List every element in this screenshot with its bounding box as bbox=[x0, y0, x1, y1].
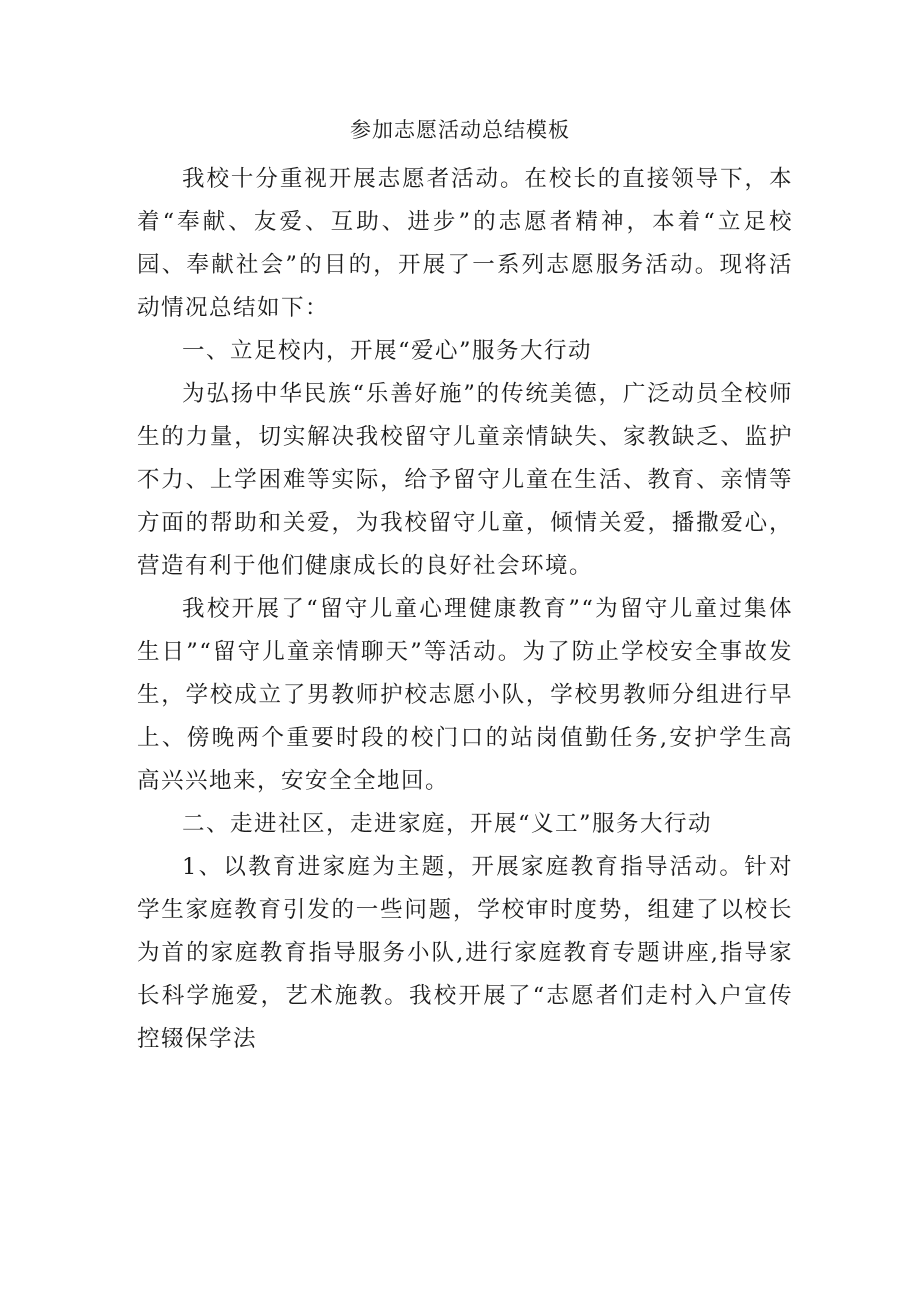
paragraph-intro: 我校十分重视开展志愿者活动。在校长的直接领导下，本着“奉献、友爱、互助、进步”的志愿者精神，本着“立足校园、奉献社会”的目的，开展了一系列志愿服务活动。现将活动情况总结如下： bbox=[137, 166, 793, 321]
document-title: 参加志愿活动总结模板 bbox=[350, 118, 570, 142]
document-body bbox=[137, 158, 793, 1061]
paragraph-care: 为弘扬中华民族“乐善好施”的传统美德，广泛动员全校师生的力量，切实解决我校留守儿童亲情缺失、家教缺乏、监护不力、上学困难等实际，给予留守儿童在生活、教育、亲情等方面的帮助和关爱，为我校留守儿童，倾情关爱，播撒爱心，营造有利于他们健康成长的良好社会环境。 bbox=[137, 381, 793, 579]
section-heading-1: 一、立足校内，开展“爱心”服务大行动 bbox=[182, 338, 593, 364]
paragraph-family-education: 1、以教育进家庭为主题，开展家庭教育指导活动。针对学生家庭教育引发的一些问题，学校审时度势，组建了以校长为首的家庭教育指导服务小队,进行家庭教育专题讲座,指导家长科学施爱，艺术施教。我校开展了“志愿者们走村入户宣传控辍保学法 bbox=[137, 854, 793, 1052]
section-heading-2: 二、走进社区，走进家庭，开展“义工”服务大行动 bbox=[182, 811, 713, 837]
paragraph-activities: 我校开展了“留守儿童心理健康教育”“为留守儿童过集体生日”“留守儿童亲情聊天”等活动。为了防止学校安全事故发生，学校成立了男教师护校志愿小队，学校男教师分组进行早上、傍晚两个重要时段的校门口的站岗值勤任务,安护学生高高兴兴地来，安安全全地回。 bbox=[137, 596, 793, 794]
